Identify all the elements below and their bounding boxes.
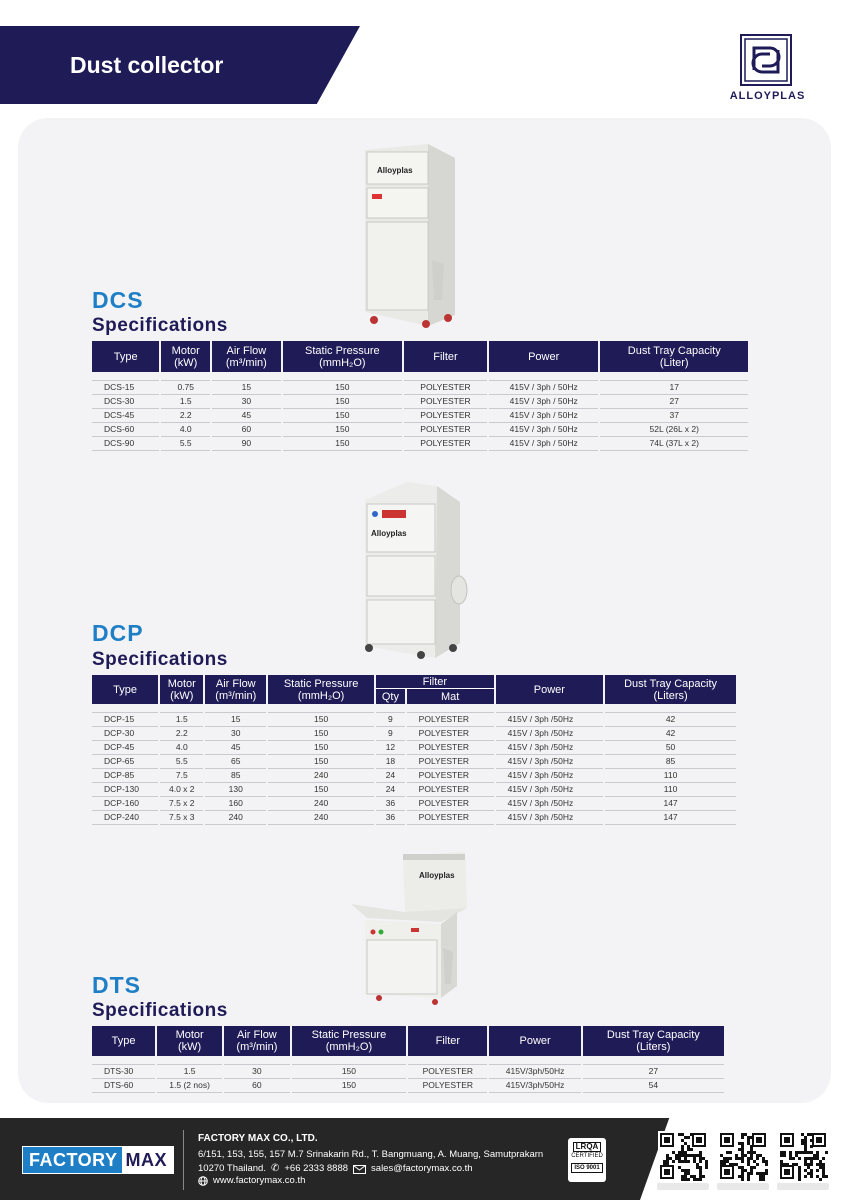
table-row xyxy=(92,1079,724,1093)
alloyplas-logo xyxy=(720,34,815,104)
dts-machine-label: Alloyplas xyxy=(419,871,455,880)
table-cell: 110 xyxy=(605,769,736,783)
table-row xyxy=(92,783,736,797)
alloyplas-logo-icon xyxy=(740,34,792,86)
table-cell: 7.5 xyxy=(160,769,203,783)
dts-section-code: DTS xyxy=(92,972,141,998)
table-row xyxy=(92,797,736,811)
address-line2: 10270 Thailand. xyxy=(198,1163,266,1174)
dcs-table-body xyxy=(92,372,748,451)
table-cell: 415V / 3ph /50Hz xyxy=(496,755,604,769)
dcp-table-body xyxy=(92,704,736,825)
table-cell: 150 xyxy=(283,423,403,437)
table-cell: 45 xyxy=(205,741,266,755)
table-cell: 1.5 xyxy=(160,713,203,727)
dcs-machine-label: Alloyplas xyxy=(377,166,413,175)
table-cell: 36 xyxy=(376,811,405,825)
table-cell: 150 xyxy=(283,395,403,409)
brand-name: ALLOYPLAS xyxy=(729,90,806,102)
table-cell: 2.2 xyxy=(161,409,210,423)
table-cell: 42 xyxy=(605,727,736,741)
table-cell: 150 xyxy=(292,1065,407,1079)
table-cell: 147 xyxy=(605,811,736,825)
table-cell: 37 xyxy=(600,409,748,423)
table-cell: 415V/3ph/50Hz xyxy=(489,1065,580,1079)
header-airflow: Air Flow (m³/min) xyxy=(212,341,280,372)
table-row xyxy=(92,381,748,395)
table-cell: 24 xyxy=(376,769,405,783)
table-cell: POLYESTER xyxy=(407,797,494,811)
table-spacer-row xyxy=(92,1056,724,1065)
table-cell: POLYESTER xyxy=(404,381,487,395)
table-cell: 415V / 3ph /50Hz xyxy=(496,769,604,783)
dcp-spec-title: Specifications xyxy=(92,649,228,670)
address-line1: 6/151, 153, 155, 157 M.7 Srinakarin Rd., T. Bangmuang, A. Muang, Samutprakarn xyxy=(198,1149,544,1160)
table-cell: 15 xyxy=(212,381,280,395)
table-cell: 415V / 3ph / 50Hz xyxy=(489,381,599,395)
table-cell: 27 xyxy=(600,395,748,409)
table-cell: 9 xyxy=(376,727,405,741)
logo-part1: FACTORY xyxy=(23,1147,122,1173)
table-cell: DCS-45 xyxy=(92,409,159,423)
dts-machine-image xyxy=(345,848,475,1008)
table-cell: 90 xyxy=(212,437,280,451)
table-cell: 415V / 3ph /50Hz xyxy=(496,797,604,811)
table-cell: 415V / 3ph /50Hz xyxy=(496,727,604,741)
table-cell: 150 xyxy=(292,1079,407,1093)
dcs-spec-table xyxy=(90,341,750,451)
table-cell: DCP-85 xyxy=(92,769,158,783)
header-type: Type xyxy=(92,341,159,372)
table-cell: POLYESTER xyxy=(407,755,494,769)
table-cell: 415V / 3ph /50Hz xyxy=(496,783,604,797)
table-cell: 30 xyxy=(212,395,280,409)
table-cell: 45 xyxy=(212,409,280,423)
dcp-machine-image xyxy=(355,478,475,663)
header-motor: Motor (kW) xyxy=(161,341,210,372)
table-cell: 150 xyxy=(268,727,374,741)
table-cell: 15 xyxy=(205,713,266,727)
table-cell: 415V / 3ph / 50Hz xyxy=(489,395,599,409)
table-cell: DCP-160 xyxy=(92,797,158,811)
table-cell: 0.75 xyxy=(161,381,210,395)
table-spacer-row xyxy=(92,704,736,713)
table-cell: DCP-65 xyxy=(92,755,158,769)
table-cell: POLYESTER xyxy=(404,395,487,409)
table-cell: POLYESTER xyxy=(407,769,494,783)
table-cell: DTS-60 xyxy=(92,1079,155,1093)
table-cell: 415V / 3ph /50Hz xyxy=(496,811,604,825)
table-cell: 27 xyxy=(583,1065,724,1079)
table-cell: 5.5 xyxy=(160,755,203,769)
dcp-machine-label: Alloyplas xyxy=(371,529,407,538)
table-cell: 30 xyxy=(205,727,266,741)
dts-spec-table xyxy=(90,1026,726,1093)
page-title: Dust collector xyxy=(70,52,224,78)
header-power: Power xyxy=(489,341,599,372)
table-cell: 85 xyxy=(205,769,266,783)
table-cell: DCP-45 xyxy=(92,741,158,755)
header-pressure: Static Pressure (mmH₂O) xyxy=(292,1026,407,1056)
header-airflow: Air Flow (m³/min) xyxy=(205,675,266,704)
table-cell: 24 xyxy=(376,783,405,797)
company-address xyxy=(198,1148,568,1176)
table-row xyxy=(92,1065,724,1079)
table-cell: 4.0 xyxy=(161,423,210,437)
table-cell: POLYESTER xyxy=(407,783,494,797)
table-cell: 150 xyxy=(283,437,403,451)
table-cell: 17 xyxy=(600,381,748,395)
email-address[interactable]: sales@factorymax.co.th xyxy=(371,1163,473,1174)
table-cell: POLYESTER xyxy=(408,1065,487,1079)
table-cell: 130 xyxy=(205,783,266,797)
table-cell: 54 xyxy=(583,1079,724,1093)
table-cell: 4.0 xyxy=(160,741,203,755)
email-icon xyxy=(353,1165,366,1174)
table-cell: POLYESTER xyxy=(404,423,487,437)
table-cell: 150 xyxy=(268,713,374,727)
header-filter-qty: Qty xyxy=(376,689,405,704)
table-cell: DTS-30 xyxy=(92,1065,155,1079)
dts-table-body xyxy=(92,1056,724,1093)
header-power: Power xyxy=(496,675,604,704)
factorymax-logo xyxy=(22,1146,174,1174)
dts-spec-title: Specifications xyxy=(92,1000,228,1021)
table-cell: 415V / 3ph /50Hz xyxy=(496,713,604,727)
table-cell: 12 xyxy=(376,741,405,755)
table-cell: POLYESTER xyxy=(407,727,494,741)
table-cell: 160 xyxy=(205,797,266,811)
table-cell: 147 xyxy=(605,797,736,811)
qr-label-website xyxy=(657,1183,709,1190)
iso-certificate-badge: LRQA CERTIFIED ISO 9001 xyxy=(568,1138,606,1182)
table-cell: DCP-30 xyxy=(92,727,158,741)
table-cell: 65 xyxy=(205,755,266,769)
table-row xyxy=(92,769,736,783)
table-row xyxy=(92,409,748,423)
website-row xyxy=(198,1175,305,1186)
header-filter: Filter xyxy=(404,341,487,372)
table-cell: 150 xyxy=(268,783,374,797)
table-cell: POLYESTER xyxy=(404,409,487,423)
dcs-machine-image xyxy=(360,140,460,330)
logo-part2: MAX xyxy=(122,1147,174,1173)
table-cell: 415V/3ph/50Hz xyxy=(489,1079,580,1093)
table-cell: DCP-15 xyxy=(92,713,158,727)
qr-label-line xyxy=(777,1183,829,1190)
table-cell: 240 xyxy=(205,811,266,825)
header-filter: Filter xyxy=(408,1026,487,1056)
table-cell: DCP-130 xyxy=(92,783,158,797)
header-filter: Filter xyxy=(376,675,493,689)
dcs-spec-title: Specifications xyxy=(92,315,228,336)
header-tray: Dust Tray Capacity (Liters) xyxy=(605,675,736,704)
table-cell: DCP-240 xyxy=(92,811,158,825)
qr-code-website[interactable] xyxy=(658,1131,708,1181)
table-cell: 18 xyxy=(376,755,405,769)
dcs-section-code: DCS xyxy=(92,287,144,313)
header-airflow: Air Flow (m³/min) xyxy=(224,1026,289,1056)
header-type: Type xyxy=(92,675,158,704)
table-cell: DCS-60 xyxy=(92,423,159,437)
table-cell: POLYESTER xyxy=(404,437,487,451)
table-cell: 9 xyxy=(376,713,405,727)
qr-label-facebook xyxy=(717,1183,769,1190)
header-motor: Motor (kW) xyxy=(160,675,203,704)
company-name: FACTORY MAX CO., LTD. xyxy=(198,1133,318,1144)
table-cell: POLYESTER xyxy=(407,713,494,727)
website-link[interactable]: www.factorymax.co.th xyxy=(213,1175,306,1186)
table-cell: 415V / 3ph /50Hz xyxy=(496,741,604,755)
table-row xyxy=(92,437,748,451)
table-cell: 74L (37L x 2) xyxy=(600,437,748,451)
table-cell: 4.0 x 2 xyxy=(160,783,203,797)
table-spacer-row xyxy=(92,372,748,381)
dcp-section-code: DCP xyxy=(92,620,144,646)
table-cell: 36 xyxy=(376,797,405,811)
table-cell: 1.5 xyxy=(157,1065,222,1079)
table-row xyxy=(92,423,748,437)
header-pressure: Static Pressure (mmH₂O) xyxy=(283,341,403,372)
table-cell: 110 xyxy=(605,783,736,797)
header-pressure: Static Pressure (mmH₂O) xyxy=(268,675,374,704)
table-cell: 42 xyxy=(605,713,736,727)
header-motor: Motor (kW) xyxy=(157,1026,222,1056)
qr-code-line[interactable] xyxy=(778,1131,828,1181)
table-row xyxy=(92,755,736,769)
dcp-spec-table xyxy=(90,675,738,825)
table-cell: 60 xyxy=(224,1079,289,1093)
footer-divider xyxy=(183,1130,184,1190)
table-cell: 150 xyxy=(268,755,374,769)
phone-icon: ✆ xyxy=(270,1163,280,1174)
table-row xyxy=(92,727,736,741)
table-cell: DCS-15 xyxy=(92,381,159,395)
table-row xyxy=(92,811,736,825)
header-power: Power xyxy=(489,1026,580,1056)
header-type: Type xyxy=(92,1026,155,1056)
table-cell: 50 xyxy=(605,741,736,755)
table-cell: DCS-90 xyxy=(92,437,159,451)
table-cell: 5.5 xyxy=(161,437,210,451)
table-cell: 1.5 (2 nos) xyxy=(157,1079,222,1093)
table-cell: 52L (26L x 2) xyxy=(600,423,748,437)
table-cell: 415V / 3ph / 50Hz xyxy=(489,409,599,423)
table-cell: 60 xyxy=(212,423,280,437)
table-cell: 240 xyxy=(268,769,374,783)
table-cell: 7.5 x 3 xyxy=(160,811,203,825)
table-cell: 240 xyxy=(268,811,374,825)
table-cell: 415V / 3ph / 50Hz xyxy=(489,437,599,451)
table-cell: 2.2 xyxy=(160,727,203,741)
table-cell: 150 xyxy=(268,741,374,755)
table-row xyxy=(92,713,736,727)
table-cell: 415V / 3ph / 50Hz xyxy=(489,423,599,437)
table-cell: 150 xyxy=(283,381,403,395)
phone-number[interactable]: +66 2333 8888 xyxy=(284,1163,349,1174)
table-cell: POLYESTER xyxy=(407,741,494,755)
table-cell: 85 xyxy=(605,755,736,769)
table-cell: 150 xyxy=(283,409,403,423)
table-cell: POLYESTER xyxy=(408,1079,487,1093)
table-cell: 240 xyxy=(268,797,374,811)
globe-icon xyxy=(198,1176,208,1186)
qr-code-facebook[interactable] xyxy=(718,1131,768,1181)
header-filter-mat: Mat xyxy=(407,689,494,704)
table-cell: 7.5 x 2 xyxy=(160,797,203,811)
header-tray: Dust Tray Capacity (Liters) xyxy=(583,1026,724,1056)
table-row xyxy=(92,395,748,409)
table-cell: POLYESTER xyxy=(407,811,494,825)
table-cell: DCS-30 xyxy=(92,395,159,409)
header-tray: Dust Tray Capacity (Liter) xyxy=(600,341,748,372)
table-cell: 30 xyxy=(224,1065,289,1079)
table-row xyxy=(92,741,736,755)
table-cell: 1.5 xyxy=(161,395,210,409)
